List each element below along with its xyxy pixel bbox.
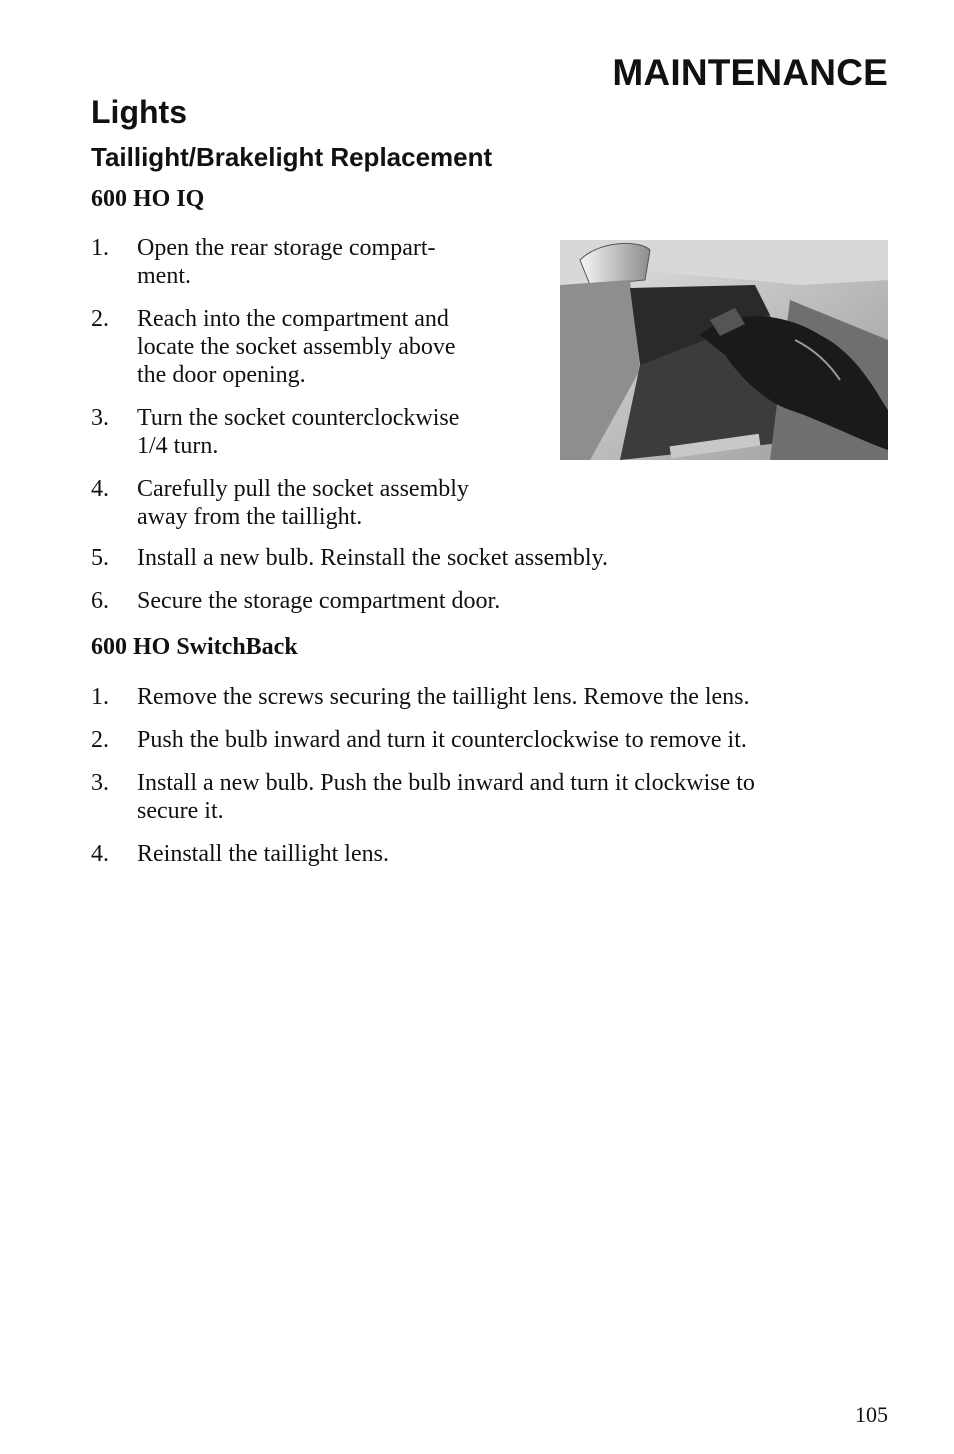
subsection-title: Taillight/Brakelight Replacement [91,142,493,172]
list-item: 6. Secure the storage compartment door. [91,588,501,614]
list-item: 4. Carefully pull the socket assembly away from the taillight. [91,476,469,530]
list-item: 1. Remove the screws securing the taillight lens. Remove the lens. [91,684,750,710]
model-a-steps [91,234,531,546]
list-item: 4. Reinstall the taillight lens. [91,841,389,867]
section-header: MAINTENANCE [612,52,888,93]
list-item: 2. Reach into the compartment and locate the socket assembly above the door opening. [91,306,456,388]
taillight-socket-photo [560,240,888,460]
model-a-steps-continued [91,544,871,615]
model-b-title: 600 HO SwitchBack [91,634,298,660]
page-number: 105 [855,1402,888,1427]
section-title: Lights [91,94,187,130]
photo-illustration [560,240,888,460]
list-item: 1. Open the rear storage compart- ment. [91,235,436,289]
model-a-title: 600 HO IQ [91,186,205,212]
list-item: 3. Install a new bulb. Push the bulb inward and turn it clockwise to secure it. [91,770,755,824]
model-b-steps [91,683,881,868]
list-item: 2. Push the bulb inward and turn it counterclockwise to remove it. [91,727,747,753]
list-item: 5. Install a new bulb. Reinstall the socket assembly. [91,545,609,571]
list-item: 3. Turn the socket counterclockwise 1/4 turn. [91,405,460,459]
